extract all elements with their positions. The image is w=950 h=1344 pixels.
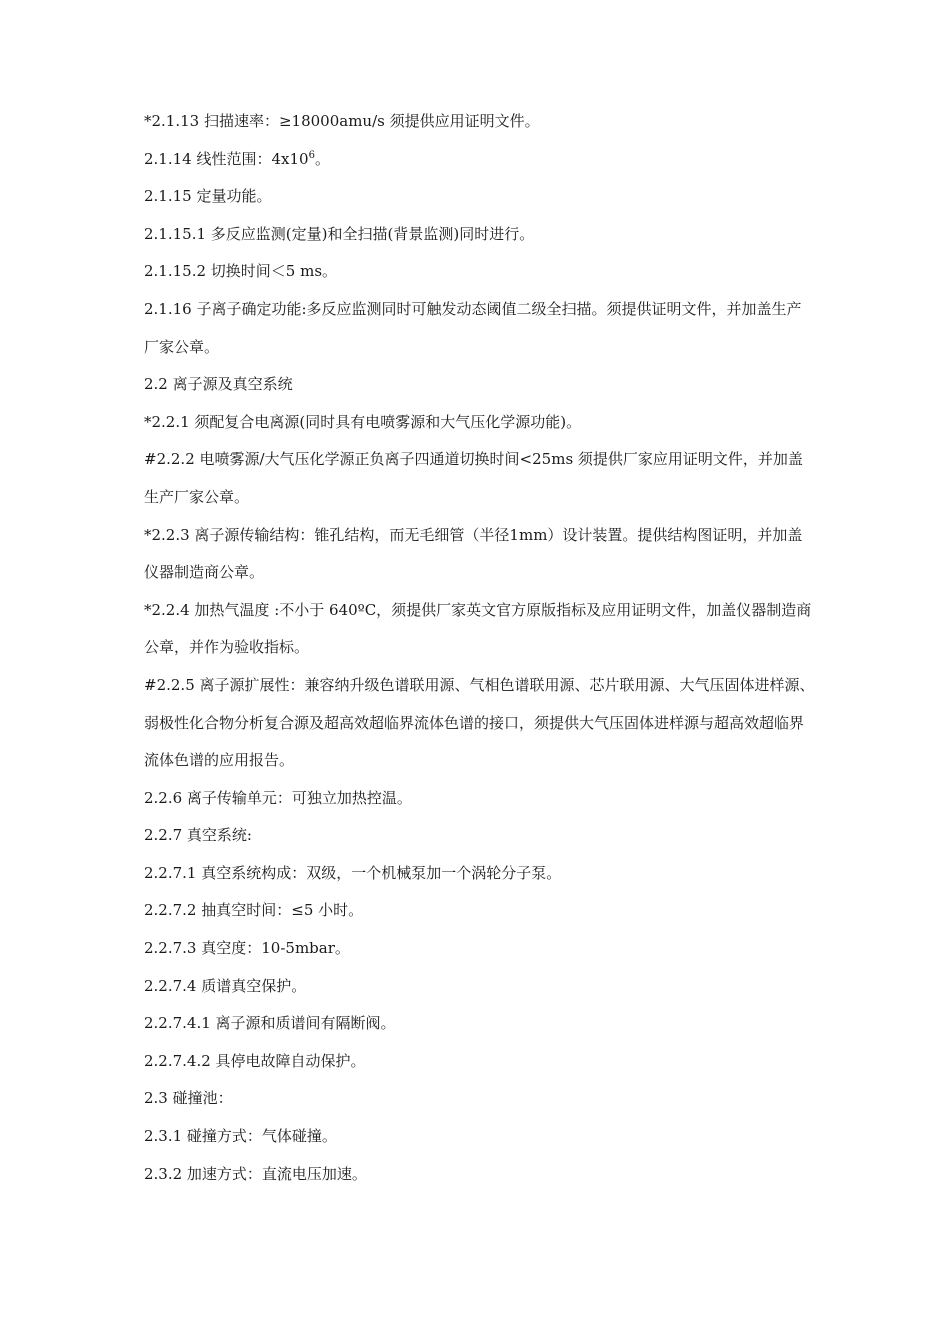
paragraph-2-3-2: 2.3.2 加速方式：直流电压加速。: [144, 1164, 367, 1183]
section-heading-2-2: 2.2 离子源及真空系统: [144, 375, 293, 394]
paragraph-2-2-6: 2.2.6 离子传输单元：可独立加热控温。: [144, 788, 412, 807]
paragraph-2-3-1: 2.3.1 碰撞方式：气体碰撞。: [144, 1127, 337, 1146]
paragraph-2-1-15-2: 2.1.15.2 切换时间＜5 ms。: [144, 262, 338, 281]
paragraph-text-end: 。: [314, 149, 330, 168]
paragraph-2-2-7-1: 2.2.7.1 真空系统构成：双级，一个机械泵加一个涡轮分子泵。: [144, 863, 562, 882]
paragraph-2-2-5: #2.2.5 离子源扩展性：兼容纳升级色谱联用源、气相色谱联用源、芯片联用源、大气压固体进样源、弱极性化合物分析复合源及超高效超临界流体色谱的接口，须提供大气压固体进样源与超高效超临界流体色谱的应用报告。: [144, 675, 815, 770]
paragraph-2-1-14: [144, 141, 816, 179]
paragraph-2-2-3: *2.2.3 离子源传输结构：锥孔结构，而无毛细管（半径1mm）设计装置。提供结构图证明，并加盖仪器制造商公章。: [144, 525, 803, 582]
paragraph-2-2-7-2: 2.2.7.2 抽真空时间：≤5 小时。: [144, 901, 364, 920]
section-heading-2-3: 2.3 碰撞池：: [144, 1089, 233, 1108]
paragraph-2-1-16: 2.1.16 子离子确定功能:多反应监测同时可触发动态阈值二级全扫描。须提供证明文件，并加盖生产厂家公章。: [144, 299, 802, 356]
superscript-exponent: 6: [308, 149, 315, 161]
paragraph-2-2-7-4-2: 2.2.7.4.2 具停电故障自动保护。: [144, 1051, 366, 1070]
paragraph-2-1-15-1: 2.1.15.1 多反应监测(定量)和全扫描(背景监测)同时进行。: [144, 224, 535, 243]
paragraph-2-1-15: 2.1.15 定量功能。: [144, 187, 272, 206]
paragraph-2-2-7: 2.2.7 真空系统:: [144, 826, 252, 845]
paragraph-2-2-4: *2.2.4 加热气温度 :不小于 640ºC，须提供厂家英文官方原版指标及应用证明文件，加盖仪器制造商公章，并作为验收指标。: [144, 600, 812, 657]
paragraph-2-2-7-3: 2.2.7.3 真空度：10-5mbar。: [144, 939, 350, 958]
paragraph-2-2-2: #2.2.2 电喷雾源/大气压化学源正负离子四通道切换时间<25ms 须提供厂家应用证明文件，并加盖生产厂家公章。: [144, 450, 803, 506]
paragraph-2-2-7-4: 2.2.7.4 质谱真空保护。: [144, 976, 307, 995]
paragraph-2-2-7-4-1: 2.2.7.4.1 离子源和质谱间有隔断阀。: [144, 1014, 396, 1033]
paragraph-2-2-1: *2.2.1 须配复合电离源(同时具有电喷雾源和大气压化学源功能)。: [144, 412, 582, 431]
document-body: [144, 103, 816, 1193]
paragraph-2-1-13: *2.1.13 扫描速率：≥18000amu/s 须提供应用证明文件。: [144, 112, 540, 130]
paragraph-text: 2.1.14 线性范围：4x10: [144, 149, 309, 168]
